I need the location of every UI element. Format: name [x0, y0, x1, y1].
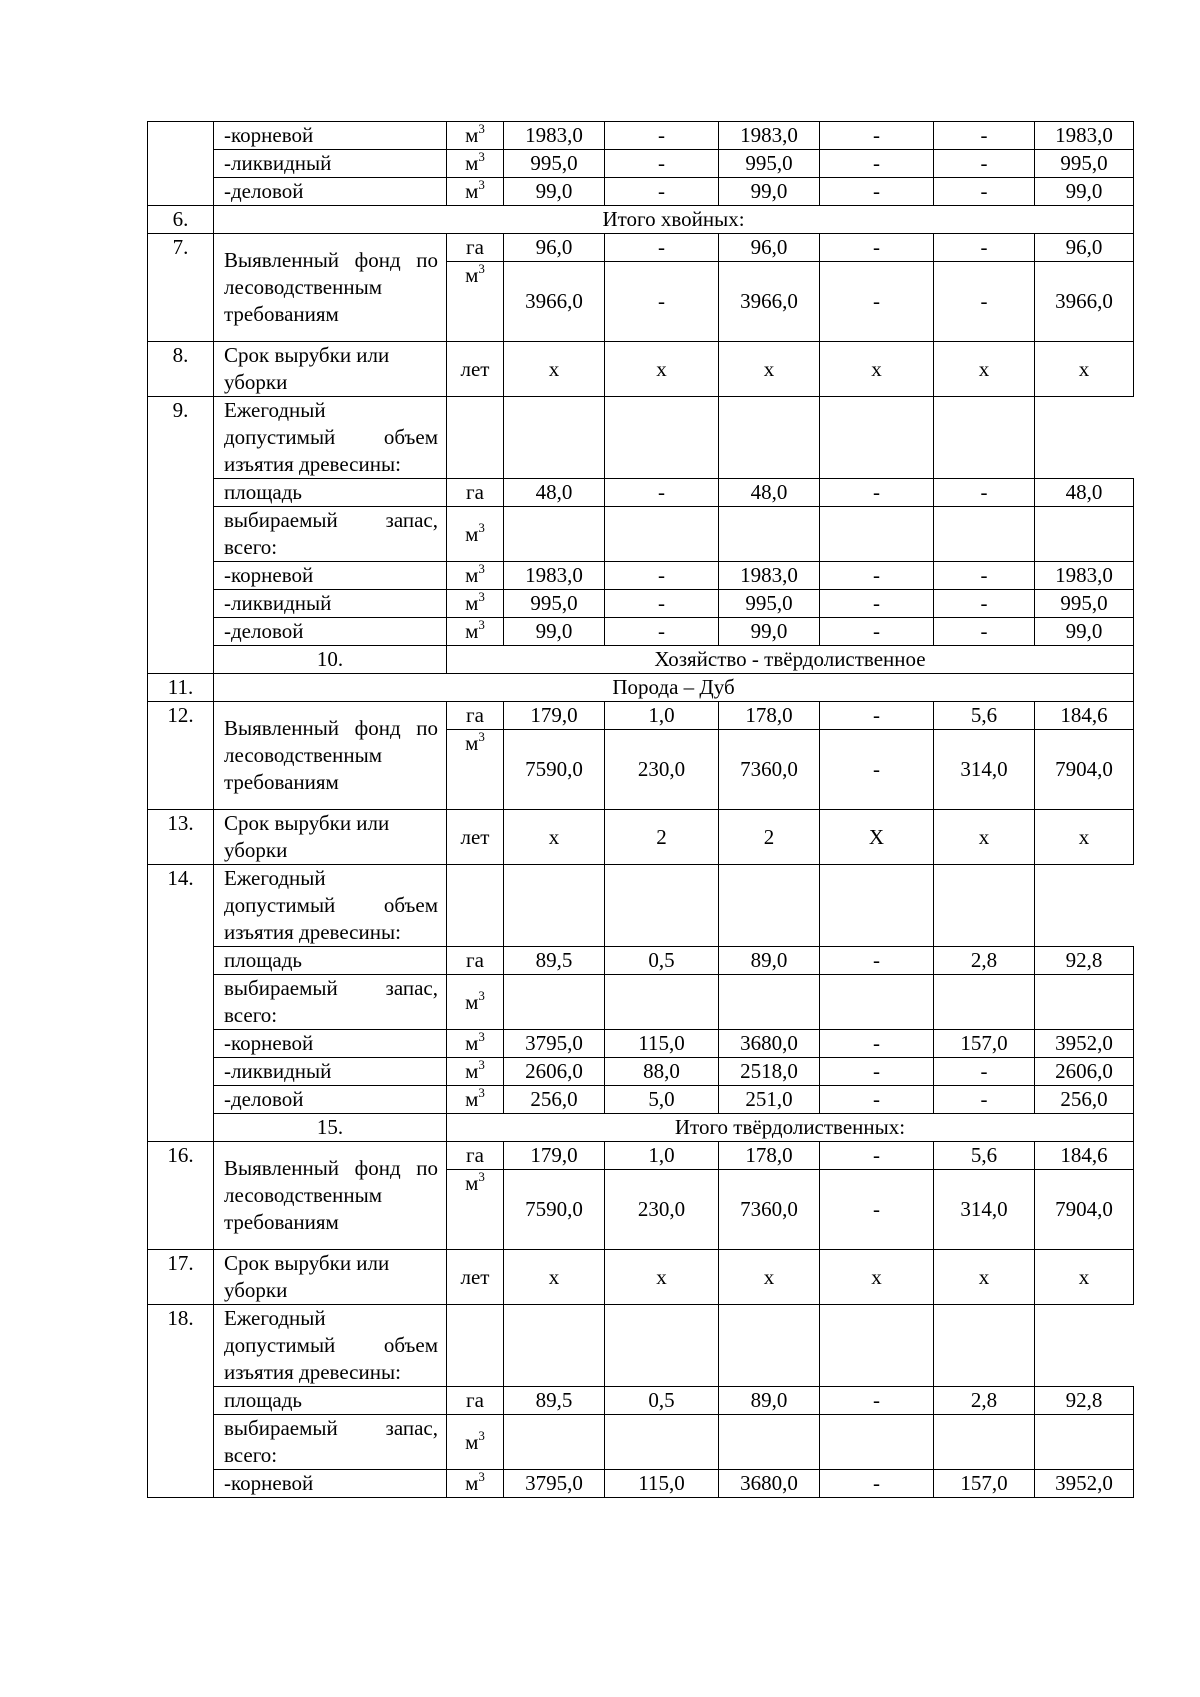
- value-cell: 5,6: [934, 1142, 1035, 1170]
- value-cell: 7360,0: [719, 730, 820, 810]
- value-cell: 179,0: [504, 1142, 605, 1170]
- unit-cell: [447, 975, 504, 1030]
- unit-cell: га: [447, 947, 504, 975]
- unit-cell: [447, 178, 504, 206]
- empty-cell: [719, 397, 820, 479]
- empty-cell: [1035, 1415, 1134, 1470]
- unit-exponent: 3: [478, 1169, 485, 1184]
- value-cell: 88,0: [605, 1058, 719, 1086]
- value-cell: -: [820, 1030, 934, 1058]
- value-cell: 251,0: [719, 1086, 820, 1114]
- row-number-cell: 15.: [214, 1114, 447, 1142]
- table-row: [148, 1470, 1134, 1498]
- table-row: [148, 122, 1134, 150]
- value-cell: -: [820, 730, 934, 810]
- row-number-cell: 11.: [148, 674, 214, 702]
- table-row: [148, 234, 1134, 262]
- value-cell: Х: [820, 810, 934, 865]
- empty-cell: [504, 1415, 605, 1470]
- value-cell: х: [504, 810, 605, 865]
- section-title: Хозяйство - твёрдолиственное: [447, 646, 1134, 674]
- unit-base: м: [465, 989, 479, 1014]
- data-table: [147, 121, 1134, 1498]
- unit-exponent: 3: [478, 1427, 485, 1443]
- value-cell: 0,5: [605, 1387, 719, 1415]
- value-cell: х: [504, 1250, 605, 1305]
- empty-cell: [934, 865, 1035, 947]
- empty-cell: [447, 397, 504, 479]
- unit-base: м: [465, 1059, 479, 1083]
- value-cell: 99,0: [1035, 618, 1134, 646]
- value-cell: 3966,0: [719, 262, 820, 342]
- value-cell: х: [934, 342, 1035, 397]
- unit-cell: [447, 262, 504, 342]
- row-label: -ликвидный: [214, 590, 447, 618]
- unit-exponent: 3: [478, 729, 485, 744]
- value-cell: 157,0: [934, 1030, 1035, 1058]
- empty-cell: [719, 1415, 820, 1470]
- table-row: [148, 975, 1134, 1030]
- value-cell: 7590,0: [504, 1170, 605, 1250]
- unit-exponent: 3: [478, 519, 485, 535]
- unit-exponent: 3: [478, 177, 485, 192]
- value-cell: -: [820, 262, 934, 342]
- table-row: [148, 1058, 1134, 1086]
- empty-cell: [820, 1415, 934, 1470]
- value-cell: -: [934, 590, 1035, 618]
- value-cell: 1983,0: [504, 562, 605, 590]
- empty-cell: [504, 397, 605, 479]
- value-cell: 99,0: [504, 178, 605, 206]
- value-cell: 89,5: [504, 947, 605, 975]
- empty-cell: [504, 975, 605, 1030]
- value-cell: -: [820, 947, 934, 975]
- unit-base: м: [465, 1031, 479, 1055]
- empty-cell: [719, 865, 820, 947]
- row-label: -корневой: [214, 122, 447, 150]
- value-cell: -: [820, 1058, 934, 1086]
- value-cell: 89,0: [719, 1387, 820, 1415]
- row-number-cell: 14.: [148, 865, 214, 1142]
- empty-cell: [934, 507, 1035, 562]
- value-cell: 184,6: [1035, 702, 1134, 730]
- value-cell: 995,0: [1035, 150, 1134, 178]
- row-number-cell: 13.: [148, 810, 214, 865]
- value-cell: 3795,0: [504, 1470, 605, 1498]
- value-cell: 995,0: [504, 590, 605, 618]
- table-row: [148, 590, 1134, 618]
- value-cell: 1,0: [605, 1142, 719, 1170]
- unit-base: м: [465, 1471, 479, 1495]
- value-cell: 995,0: [1035, 590, 1134, 618]
- table-row: [148, 618, 1134, 646]
- value-cell: -: [820, 122, 934, 150]
- value-cell: 3795,0: [504, 1030, 605, 1058]
- table-row: [148, 342, 1134, 397]
- table-row: [148, 150, 1134, 178]
- row-label: площадь: [214, 947, 447, 975]
- unit-cell: [447, 562, 504, 590]
- value-cell: -: [934, 1086, 1035, 1114]
- section-title: Итого твёрдолиственных:: [447, 1114, 1134, 1142]
- row-number-cell: 17.: [148, 1250, 214, 1305]
- value-cell: 7590,0: [504, 730, 605, 810]
- unit-cell: [447, 1470, 504, 1498]
- unit-cell: [447, 150, 504, 178]
- row-label: выбираемый запас, всего:: [214, 975, 447, 1030]
- row-label: выбираемый запас, всего:: [214, 507, 447, 562]
- value-cell: 99,0: [719, 618, 820, 646]
- empty-cell: [719, 975, 820, 1030]
- unit-exponent: 3: [478, 149, 485, 164]
- empty-cell: [934, 1305, 1035, 1387]
- value-cell: 48,0: [504, 479, 605, 507]
- value-cell: 89,0: [719, 947, 820, 975]
- value-cell: 157,0: [934, 1470, 1035, 1498]
- value-cell: х: [1035, 810, 1134, 865]
- value-cell: -: [605, 479, 719, 507]
- unit-base: м: [465, 179, 479, 203]
- empty-cell: [820, 507, 934, 562]
- value-cell: 96,0: [504, 234, 605, 262]
- value-cell: -: [934, 122, 1035, 150]
- value-cell: 5,6: [934, 702, 1035, 730]
- unit-exponent: 3: [478, 617, 485, 632]
- value-cell: -: [820, 618, 934, 646]
- value-cell: х: [504, 342, 605, 397]
- value-cell: 256,0: [1035, 1086, 1134, 1114]
- row-label: площадь: [214, 479, 447, 507]
- value-cell: 96,0: [719, 234, 820, 262]
- table-row: [148, 1305, 1134, 1387]
- unit-cell: [447, 618, 504, 646]
- value-cell: -: [934, 234, 1035, 262]
- value-cell: -: [820, 1086, 934, 1114]
- value-cell: х: [934, 1250, 1035, 1305]
- row-label: Срок вырубки или уборки: [214, 1250, 447, 1305]
- table-row: [148, 507, 1134, 562]
- row-label: -ликвидный: [214, 150, 447, 178]
- empty-cell: [719, 1305, 820, 1387]
- value-cell: -: [820, 702, 934, 730]
- value-cell: 96,0: [1035, 234, 1134, 262]
- row-number-cell: 16.: [148, 1142, 214, 1250]
- value-cell: -: [934, 262, 1035, 342]
- unit-cell: [447, 122, 504, 150]
- unit-cell: га: [447, 1142, 504, 1170]
- table-row: [148, 1030, 1134, 1058]
- value-cell: 2606,0: [504, 1058, 605, 1086]
- unit-cell: лет: [447, 1250, 504, 1305]
- empty-cell: [605, 507, 719, 562]
- unit-exponent: 3: [478, 1469, 485, 1484]
- row-label: Выявленный фонд по лесоводственным требованиям: [214, 234, 447, 342]
- empty-cell: [605, 1415, 719, 1470]
- section-title: Порода – Дуб: [214, 674, 1134, 702]
- value-cell: 99,0: [1035, 178, 1134, 206]
- table-row: [148, 206, 1134, 234]
- row-label: Ежегодный допустимый объем изъятия древесины:: [214, 397, 447, 479]
- value-cell: х: [820, 342, 934, 397]
- table-row: [148, 1114, 1134, 1142]
- value-cell: -: [934, 178, 1035, 206]
- row-label: -корневой: [214, 562, 447, 590]
- value-cell: 3680,0: [719, 1030, 820, 1058]
- row-label: -корневой: [214, 1030, 447, 1058]
- value-cell: 314,0: [934, 1170, 1035, 1250]
- row-number-cell: [148, 122, 214, 206]
- value-cell: 3952,0: [1035, 1030, 1134, 1058]
- row-number-cell: 9.: [148, 397, 214, 674]
- empty-cell: [934, 975, 1035, 1030]
- empty-cell: [820, 397, 934, 479]
- value-cell: х: [719, 1250, 820, 1305]
- unit-cell: [447, 1086, 504, 1114]
- value-cell: -: [820, 1170, 934, 1250]
- unit-exponent: 3: [478, 1029, 485, 1044]
- unit-exponent: 3: [478, 121, 485, 136]
- value-cell: -: [820, 562, 934, 590]
- unit-exponent: 3: [478, 261, 485, 276]
- table-row: [148, 646, 1134, 674]
- value-cell: 115,0: [605, 1470, 719, 1498]
- table-row: [148, 947, 1134, 975]
- value-cell: 314,0: [934, 730, 1035, 810]
- value-cell: 184,6: [1035, 1142, 1134, 1170]
- value-cell: 1983,0: [1035, 562, 1134, 590]
- empty-cell: [820, 1305, 934, 1387]
- value-cell: 92,8: [1035, 1387, 1134, 1415]
- unit-base: м: [465, 263, 479, 287]
- value-cell: -: [934, 479, 1035, 507]
- value-cell: 3952,0: [1035, 1470, 1134, 1498]
- unit-base: м: [465, 563, 479, 587]
- value-cell: 48,0: [719, 479, 820, 507]
- row-label: Выявленный фонд по лесоводственным требованиям: [214, 1142, 447, 1250]
- unit-cell: [447, 1030, 504, 1058]
- table-row: [148, 810, 1134, 865]
- section-title: Итого хвойных:: [214, 206, 1134, 234]
- empty-cell: [719, 507, 820, 562]
- table-row: [148, 1387, 1134, 1415]
- row-label: выбираемый запас, всего:: [214, 1415, 447, 1470]
- value-cell: 115,0: [605, 1030, 719, 1058]
- value-cell: -: [820, 1470, 934, 1498]
- value-cell: 2518,0: [719, 1058, 820, 1086]
- unit-cell: га: [447, 1387, 504, 1415]
- row-label: -деловой: [214, 178, 447, 206]
- row-number-cell: 10.: [214, 646, 447, 674]
- value-cell: 3966,0: [1035, 262, 1134, 342]
- value-cell: 2,8: [934, 947, 1035, 975]
- value-cell: 2606,0: [1035, 1058, 1134, 1086]
- value-cell: 230,0: [605, 730, 719, 810]
- value-cell: 2,8: [934, 1387, 1035, 1415]
- value-cell: 995,0: [719, 590, 820, 618]
- unit-cell: га: [447, 234, 504, 262]
- unit-base: м: [465, 1429, 479, 1454]
- value-cell: 7904,0: [1035, 1170, 1134, 1250]
- value-cell: -: [605, 590, 719, 618]
- empty-cell: [504, 507, 605, 562]
- unit-cell: лет: [447, 810, 504, 865]
- value-cell: 1983,0: [504, 122, 605, 150]
- unit-base: м: [465, 151, 479, 175]
- empty-cell: [504, 1305, 605, 1387]
- row-number-cell: 8.: [148, 342, 214, 397]
- row-label: Ежегодный допустимый объем изъятия древесины:: [214, 1305, 447, 1387]
- value-cell: 7904,0: [1035, 730, 1134, 810]
- unit-cell: [447, 590, 504, 618]
- value-cell: 0,5: [605, 947, 719, 975]
- table-row: [148, 1415, 1134, 1470]
- empty-cell: [934, 1415, 1035, 1470]
- value-cell: -: [820, 234, 934, 262]
- value-cell: -: [934, 150, 1035, 178]
- unit-base: м: [465, 521, 479, 546]
- value-cell: -: [820, 1387, 934, 1415]
- value-cell: -: [605, 122, 719, 150]
- value-cell: 1,0: [605, 702, 719, 730]
- table-row: [148, 1250, 1134, 1305]
- value-cell: 3966,0: [504, 262, 605, 342]
- unit-cell: [447, 1170, 504, 1250]
- value-cell: 1983,0: [719, 122, 820, 150]
- row-label: -деловой: [214, 1086, 447, 1114]
- value-cell: 3680,0: [719, 1470, 820, 1498]
- unit-base: м: [465, 1171, 479, 1195]
- empty-cell: [504, 865, 605, 947]
- empty-cell: [605, 865, 719, 947]
- value-cell: 89,5: [504, 1387, 605, 1415]
- value-cell: 2: [605, 810, 719, 865]
- value-cell: -: [605, 150, 719, 178]
- value-cell: х: [1035, 1250, 1134, 1305]
- table-row: [148, 702, 1134, 730]
- table-row: [148, 674, 1134, 702]
- row-number-cell: 6.: [148, 206, 214, 234]
- table-row: [148, 865, 1134, 947]
- unit-cell: га: [447, 702, 504, 730]
- value-cell: -: [820, 150, 934, 178]
- row-label: Ежегодный допустимый объем изъятия древесины:: [214, 865, 447, 947]
- value-cell: -: [820, 1142, 934, 1170]
- row-label: -корневой: [214, 1470, 447, 1498]
- value-cell: -: [605, 234, 719, 262]
- table-row: [148, 1142, 1134, 1170]
- empty-cell: [605, 975, 719, 1030]
- value-cell: х: [719, 342, 820, 397]
- empty-cell: [1035, 507, 1134, 562]
- row-label: -ликвидный: [214, 1058, 447, 1086]
- value-cell: 230,0: [605, 1170, 719, 1250]
- unit-exponent: 3: [478, 1085, 485, 1100]
- value-cell: 1983,0: [719, 562, 820, 590]
- empty-cell: [447, 865, 504, 947]
- table-row: [148, 1086, 1134, 1114]
- empty-cell: [1035, 975, 1134, 1030]
- row-number-cell: 12.: [148, 702, 214, 810]
- value-cell: 1983,0: [1035, 122, 1134, 150]
- value-cell: 256,0: [504, 1086, 605, 1114]
- value-cell: х: [1035, 342, 1134, 397]
- value-cell: -: [605, 178, 719, 206]
- table-row: [148, 479, 1134, 507]
- value-cell: 995,0: [719, 150, 820, 178]
- value-cell: 5,0: [605, 1086, 719, 1114]
- value-cell: х: [934, 810, 1035, 865]
- empty-cell: [820, 975, 934, 1030]
- unit-base: м: [465, 731, 479, 755]
- table-row: [148, 397, 1134, 479]
- value-cell: -: [934, 618, 1035, 646]
- value-cell: 99,0: [504, 618, 605, 646]
- empty-cell: [820, 865, 934, 947]
- table-row: [148, 178, 1134, 206]
- unit-cell: га: [447, 479, 504, 507]
- empty-cell: [605, 1305, 719, 1387]
- value-cell: -: [934, 1058, 1035, 1086]
- unit-cell: [447, 1415, 504, 1470]
- row-label: Выявленный фонд по лесоводственным требованиям: [214, 702, 447, 810]
- empty-cell: [447, 1305, 504, 1387]
- unit-exponent: 3: [478, 1057, 485, 1072]
- unit-base: м: [465, 1087, 479, 1111]
- row-number-cell: 7.: [148, 234, 214, 342]
- row-label: Срок вырубки или уборки: [214, 342, 447, 397]
- value-cell: х: [605, 342, 719, 397]
- unit-base: м: [465, 591, 479, 615]
- unit-base: м: [465, 619, 479, 643]
- empty-cell: [605, 397, 719, 479]
- row-label: Срок вырубки или уборки: [214, 810, 447, 865]
- value-cell: -: [605, 562, 719, 590]
- value-cell: х: [820, 1250, 934, 1305]
- value-cell: 178,0: [719, 1142, 820, 1170]
- value-cell: 7360,0: [719, 1170, 820, 1250]
- row-label: площадь: [214, 1387, 447, 1415]
- unit-cell: [447, 1058, 504, 1086]
- unit-cell: [447, 730, 504, 810]
- value-cell: 995,0: [504, 150, 605, 178]
- value-cell: 48,0: [1035, 479, 1134, 507]
- value-cell: -: [605, 262, 719, 342]
- value-cell: -: [820, 590, 934, 618]
- unit-cell: лет: [447, 342, 504, 397]
- value-cell: х: [605, 1250, 719, 1305]
- unit-base: м: [465, 123, 479, 147]
- table-body: [148, 122, 1134, 1498]
- unit-cell: [447, 507, 504, 562]
- unit-exponent: 3: [478, 561, 485, 576]
- value-cell: -: [605, 618, 719, 646]
- value-cell: -: [820, 178, 934, 206]
- table-row: [148, 562, 1134, 590]
- value-cell: 179,0: [504, 702, 605, 730]
- empty-cell: [934, 397, 1035, 479]
- row-label: -деловой: [214, 618, 447, 646]
- value-cell: 99,0: [719, 178, 820, 206]
- value-cell: -: [934, 562, 1035, 590]
- value-cell: 2: [719, 810, 820, 865]
- unit-exponent: 3: [478, 987, 485, 1003]
- value-cell: 178,0: [719, 702, 820, 730]
- row-number-cell: 18.: [148, 1305, 214, 1498]
- value-cell: -: [820, 479, 934, 507]
- unit-exponent: 3: [478, 589, 485, 604]
- value-cell: 92,8: [1035, 947, 1134, 975]
